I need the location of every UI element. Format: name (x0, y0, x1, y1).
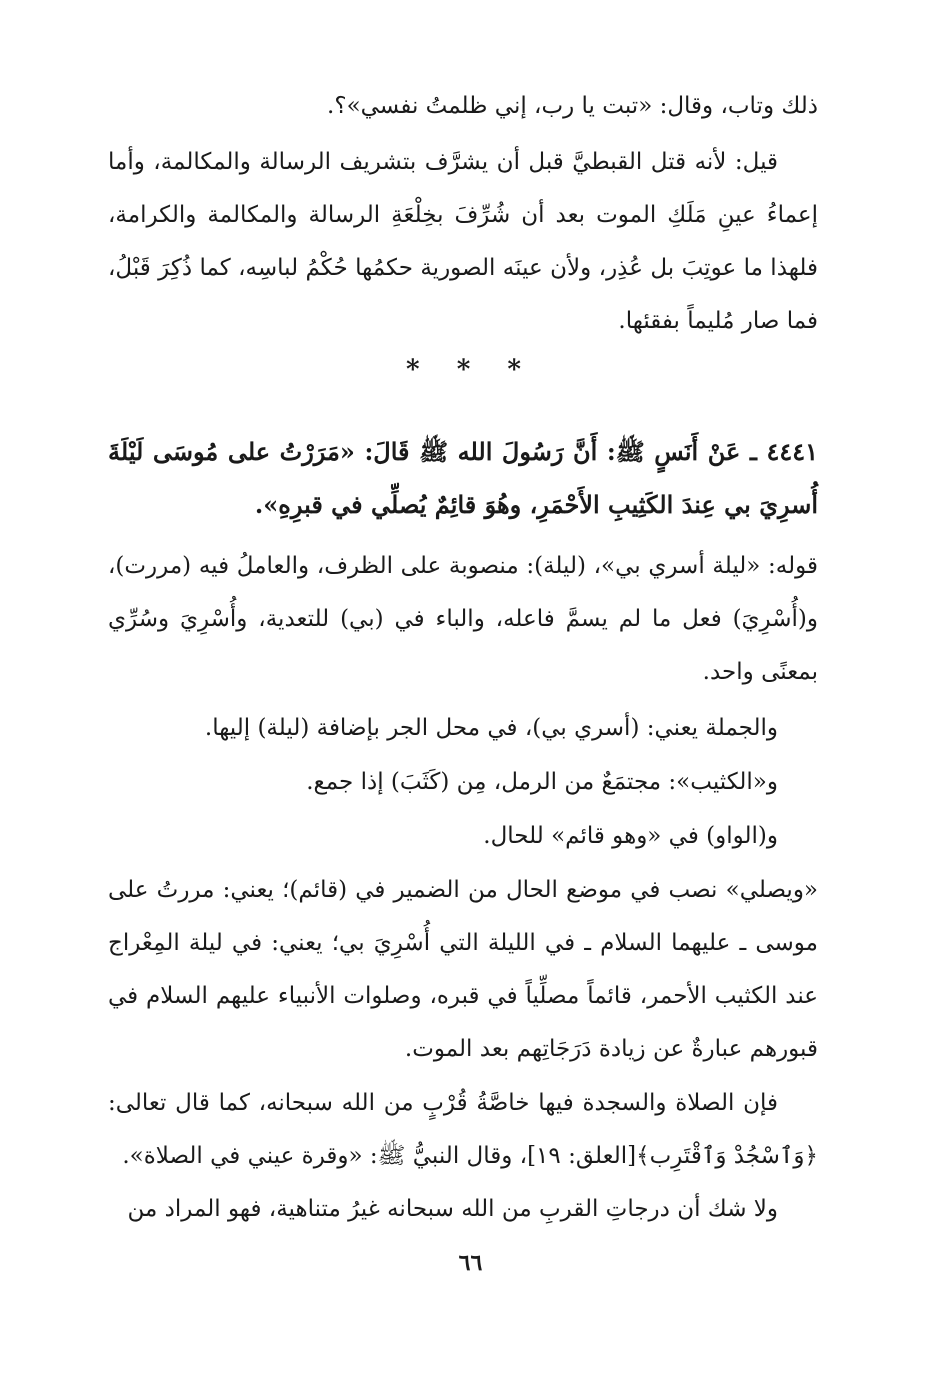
hadith-text: ٤٤٤١ ـ عَنْ أَنَسٍ ﷺ: أَنَّ رَسُولَ الله ﷺ قَالَ: «مَرَرْتُ على مُوسَى لَيْلَةَ أُسرِيَ بي عِندَ الكَثِيبِ الأَحْمَرِ، وهُوَ قائِمٌ يُصلِّي في قبرِهِ». (108, 437, 818, 519)
paragraph-continuation: ذلك وتاب، وقال: «تبت يا رب، إني ظلمتُ نفسي»؟. (327, 93, 818, 119)
commentary-paragraph: قوله: «ليلة أسري بي»، (ليلة): منصوبة على الظرف، والعاملُ فيه (مررت)، و(أُسْرِيَ) فعل ما لم يسمَّ فاعله، والباء في (بي) للتعدية، وأُسْرِيَ وسُرِّي بمعنًى واحد. (108, 553, 818, 685)
paragraph-explanation: قيل: لأنه قتل القبطيَّ قبل أن يشرَّف بتشريف الرسالة والمكالمة، وأما إعماءُ عينِ مَلَكِ الموت بعد أن شُرِّفَ بخِلْعَةِ الرسالة والمكالمة والكرامة، فلهذا ما عوتِبَ بل عُذِر، ولأن عينَه الصورية حكمُها حُكْمُ لباسِه، كما ذُكِرَ قَبْلُ، فما صار مُليماً بفقئها. (108, 149, 818, 334)
commentary-paragraph: فإن الصلاة والسجدة فيها خاصَّةُ قُرْبٍ من الله سبحانه، كما قال تعالى: ﴿وَٱسْجُدْ وَٱقْتَرِب﴾[العلق: ١٩]، وقال النبيُّ ﷺ: «وقرة عيني في الصلاة». (108, 1090, 818, 1169)
page-number: ٦٦ (458, 1250, 483, 1276)
section-separator: * * * (406, 355, 535, 385)
commentary-paragraph: ولا شك أن درجاتِ القربِ من الله سبحانه غيرُ متناهية، فهو المراد من (127, 1196, 778, 1222)
commentary-paragraph: «ويصلي» نصب في موضع الحال من الضمير في (قائم)؛ يعني: مررتُ على موسى ـ عليهما السلام ـ في الليلة التي أُسْرِيَ بي؛ يعني: في ليلة المِعْراج عند الكثيب الأحمر، قائماً مصلِّياً في قبره، وصلوات الأنبياء عليهم السلام في قبورهم عبارةٌ عن زيادة دَرَجَاتِهم بعد الموت. (108, 877, 818, 1062)
commentary-paragraph: والجملة يعني: (أسري بي)، في محل الجر بإضافة (ليلة) إليها. (204, 715, 778, 741)
commentary-paragraph: و«الكثيب»: مجتمَعٌ من الرمل، مِن (كَثَبَ) إذا جمع. (306, 769, 778, 795)
commentary-paragraph: و(الواو) في «وهو قائم» للحال. (483, 823, 778, 849)
